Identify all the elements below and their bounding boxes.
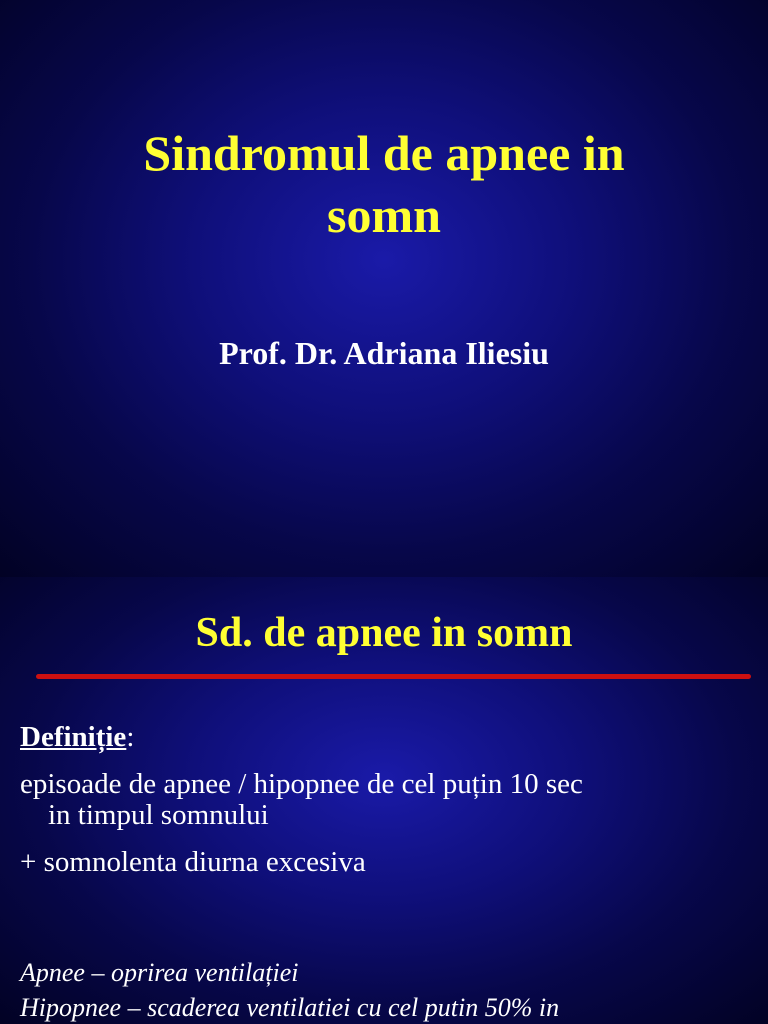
definition-item-2: + somnolenta diurna excesiva bbox=[20, 846, 366, 878]
author-name: Prof. Dr. Adriana Iliesiu bbox=[219, 335, 549, 371]
terms-notes bbox=[20, 955, 760, 1024]
note-apnee: Apnee – oprirea ventilației bbox=[20, 958, 299, 987]
note-hipopnee: Hipopnee – scaderea ventilatiei cu cel putin 50% in bbox=[20, 993, 560, 1022]
slide-title-line-1: Sindromul de apnee in bbox=[143, 125, 625, 181]
section-title: Sd. de apnee in somn bbox=[195, 610, 573, 656]
definition-heading bbox=[20, 722, 750, 753]
definition-slide bbox=[0, 577, 768, 1024]
definition-item-1-line-1: episoade de apnee / hipopnee de cel puțin 10 sec bbox=[20, 768, 583, 800]
definition-body bbox=[20, 722, 750, 878]
definition-item-1-line-2: in timpul somnului bbox=[48, 799, 269, 831]
slide-title-line-2: somn bbox=[327, 187, 441, 243]
slide-title bbox=[0, 122, 768, 246]
definition-colon: : bbox=[126, 721, 135, 753]
title-divider bbox=[36, 674, 751, 679]
definition-label: Definiție bbox=[20, 721, 127, 753]
